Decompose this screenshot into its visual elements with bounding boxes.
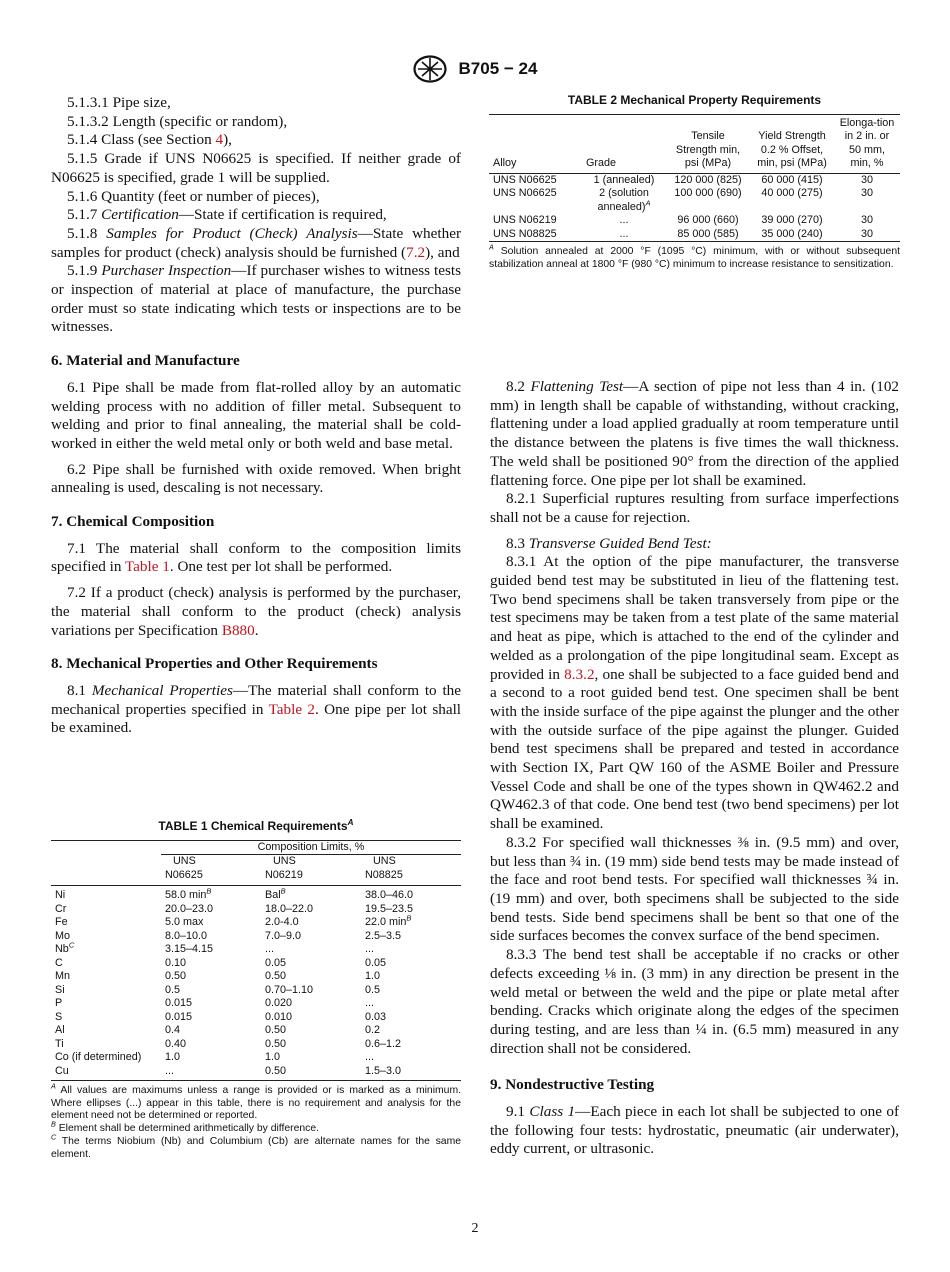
footnote-mark: C: [51, 1132, 57, 1142]
element-name: Mn: [55, 970, 70, 982]
cell-value: [161, 1038, 261, 1052]
cell-element: [51, 916, 161, 930]
value-text: 0.40: [165, 1037, 187, 1050]
footnote-mark: B: [406, 913, 412, 923]
cell-grade: ...: [582, 228, 666, 242]
cell-value: [261, 1011, 361, 1025]
designation: B705 − 24: [458, 59, 538, 78]
cell-grade: ...: [619, 214, 629, 226]
table-row: [51, 1038, 461, 1052]
cell-value: [361, 1011, 461, 1025]
cell-element: [51, 1051, 161, 1065]
para-8-3-1-end: , one shall be subjected to a face guided bend and a second to a root guided bend test. One specimen shall be bent with the inside surface of the pipe against the plunger and the other with the outside surface of the pipe against the plunger. Guided bend test specimens shall be prepared and tested in accordance with Section IX, Part QW 160 of the ASME Boiler and Pressure Vessel Code and shall be one of the types shown in QW462.2 and QW462.3 of that code. One bend test (two bend specimens) per lot shall be examined.: [490, 665, 899, 833]
header-blank: [51, 855, 161, 869]
col-alloy: Alloy: [489, 114, 582, 173]
cell-value: [261, 1051, 361, 1065]
value-text: 1.0: [265, 1051, 281, 1063]
item-5-1-3-2: 5.1.3.2 Length (specific or random),: [67, 112, 288, 130]
cell-value: [161, 984, 261, 998]
cell-value: [261, 943, 361, 957]
table-row: [51, 997, 461, 1011]
value-text: 0.020: [265, 997, 293, 1009]
value-text: 0.70–1.10: [265, 983, 314, 996]
footnote-text: The terms Niobium (Nb) and Columbium (Cb) are alternate names for the same element.: [51, 1135, 462, 1160]
element-name: Ti: [55, 1037, 64, 1050]
cell-value: [261, 957, 361, 971]
item-5-1-7-num: 5.1.7: [67, 206, 98, 224]
cell-elongation: 30: [860, 187, 873, 199]
cell-value: [361, 957, 461, 971]
footnote-text: Element shall be determined arithmetically by difference.: [58, 1123, 320, 1135]
element-name: Cu: [55, 1064, 69, 1077]
value-text: ...: [365, 997, 374, 1009]
para-9-1-title: Class 1: [529, 1103, 576, 1121]
section-6-heading: 6. Material and Manufacture: [51, 352, 240, 370]
cell-elongation: 30: [834, 228, 900, 242]
item-5-1-4-end: ),: [223, 131, 232, 149]
cell-element: [51, 1011, 161, 1025]
cell-element: [51, 903, 161, 917]
value-text: 0.05: [365, 956, 387, 969]
left-column: [51, 94, 461, 738]
table-row: [51, 943, 461, 957]
element-name: Nb: [55, 943, 69, 955]
table-2-footnote: [489, 242, 900, 271]
cell-value: [361, 984, 461, 998]
footnote-mark: A: [645, 197, 651, 207]
section-8-heading: 8. Mechanical Properties and Other Requirements: [51, 655, 378, 673]
footnote-a: [51, 1081, 461, 1123]
cell-value: [161, 886, 261, 903]
cell-element: [51, 1038, 161, 1052]
section-9-heading: 9. Nondestructive Testing: [490, 1076, 655, 1094]
cell-element: [51, 1024, 161, 1038]
table-1: [51, 817, 462, 1161]
para-8-1-title: Mechanical Properties: [91, 681, 233, 699]
cell-element: [51, 970, 161, 984]
item-5-1-8-text: —State whether samples for product (check) analysis should be furnished (: [51, 224, 462, 261]
col-grade: Grade: [582, 114, 666, 173]
cell-value: [261, 930, 361, 944]
para-6-1: 6.1 Pipe shall be made from flat-rolled alloy by an automatic welding process with no addition of filler metal. Subsequent to welding and prior to final annealing, the material shall be cold-worked in either the weld metal only or both weld and base metal.: [51, 378, 461, 452]
cell-value: [161, 1011, 261, 1025]
para-8-2-text: —A section of pipe not less than 4 in. (102 mm) in length shall be capable of withstanding, without cracking, flattening under a load applied gradually at room temperature until the distance between the platens is five times the wall thickness. The weld shall be positioned 90° from the direction of the applied flattening force. One pipe per lot shall be examined.: [490, 378, 900, 489]
cell-value: [361, 1051, 461, 1065]
cell-value: [161, 1024, 261, 1038]
cell-value: [361, 1038, 461, 1052]
value-text: 8.0–10.0: [165, 929, 208, 942]
table-2-grid: [489, 114, 900, 243]
footnote-mark: C: [68, 940, 75, 950]
item-5-1-8-title: Samples for Product (Check) Analysis: [106, 224, 358, 242]
value-text: 0.50: [165, 970, 187, 982]
page-header: [0, 55, 950, 83]
para-9-1-text: —Each piece in each lot shall be subjected to one of the following four tests: hydrostatic, pneumatic (air underwater), eddy current, or ultrasonic.: [490, 1103, 899, 1158]
value-text: 2.0-4.0: [265, 916, 299, 928]
para-8-1-end: . One pipe per lot shall be examined.: [51, 700, 462, 737]
value-text: 0.03: [365, 1010, 387, 1023]
footnote-text: All values are maximums unless a range is provided or is marked as a minimum. Where ellipses (...) appear in this table, there is no requirement and analysis for the element need not be determined or reported.: [51, 1085, 461, 1122]
para-8-2-title: Flattening Test: [530, 378, 624, 395]
element-name: Fe: [55, 916, 68, 928]
cell-element: [51, 1065, 161, 1081]
value-text: 1.0: [365, 970, 381, 982]
cell-value: [361, 1065, 461, 1081]
cell-value: [361, 930, 461, 944]
table-1-footnotes: [51, 1081, 462, 1161]
header-blank: [51, 840, 161, 855]
element-name: Si: [55, 983, 65, 996]
element-name: Mo: [55, 929, 70, 942]
value-text: 0.50: [265, 1064, 287, 1077]
page-number: 2: [471, 1221, 479, 1236]
element-name: Al: [55, 1024, 65, 1036]
value-text: ...: [265, 943, 274, 955]
item-5-1-9-text: —If purchaser wishes to witness tests or inspection of material at place of manufacture, the purchase order must so state indicating which tests or inspections are to be witnesses.: [51, 262, 462, 336]
table-row: [489, 173, 900, 187]
item-5-1-8-num: 5.1.8: [67, 224, 98, 242]
col-elongation: Elonga-tion in 2 in. or 50 mm, min, %: [834, 114, 900, 173]
cell-value: [161, 930, 261, 944]
value-text: 0.50: [265, 1037, 287, 1050]
element-name: C: [55, 956, 63, 969]
value-text: 0.015: [165, 1010, 193, 1023]
col-yield: Yield Strength 0.2 % Offset, min, psi (MPa): [750, 114, 834, 173]
cell-alloy: UNS N08825: [489, 228, 582, 242]
cell-element: [51, 886, 161, 903]
value-text: 0.5: [365, 983, 381, 996]
section-7-heading: 7. Chemical Composition: [51, 513, 215, 531]
cell-value: [261, 903, 361, 917]
para-7-1-end: . One test per lot shall be performed.: [169, 558, 393, 576]
table-row: [51, 1024, 461, 1038]
cell-value: [161, 943, 261, 957]
para-8-1-num: 8.1: [67, 681, 86, 699]
cell-element: [51, 930, 161, 944]
value-text: 20.0–23.0: [165, 902, 214, 915]
cell-value: [261, 886, 361, 903]
cell-value: [161, 970, 261, 984]
cell-value: [161, 957, 261, 971]
cell-yield: 60 000 (415): [761, 173, 823, 186]
footnote-b: [51, 1119, 461, 1136]
value-text: 2.5–3.5: [365, 929, 402, 942]
astm-logo-icon: [413, 55, 447, 83]
cell-value: [261, 1065, 361, 1081]
table-1-grid: [51, 840, 461, 1082]
cell-grade: [582, 187, 666, 214]
right-column: [490, 378, 899, 1159]
table-row: [51, 930, 461, 944]
cell-yield: 40 000 (275): [761, 187, 823, 199]
value-text: Bal: [265, 889, 281, 901]
value-text: 0.010: [265, 1010, 293, 1023]
cell-value: [361, 997, 461, 1011]
table-2: [489, 94, 900, 271]
para-8-1: [51, 682, 461, 738]
value-text: 0.50: [265, 970, 287, 982]
table-2-caption: TABLE 2 Mechanical Property Requirements: [567, 93, 822, 107]
composition-header: Composition Limits, %: [161, 840, 461, 855]
item-5-1-6: 5.1.6 Quantity (feet or number of pieces),: [67, 187, 320, 205]
para-8-3-title: Transverse Guided Bend Test:: [528, 534, 712, 552]
item-5-1-5: 5.1.5 Grade if UNS N06625 is specified. If neither grade of N06625 is specified, grade 1 will be supplied.: [51, 150, 461, 186]
col-n08825: N08825: [361, 869, 461, 886]
item-5-1-9-num: 5.1.9: [67, 262, 98, 280]
table-row: [51, 970, 461, 984]
para-8-2-1: 8.2.1 Superficial ruptures resulting from surface imperfections shall not be a cause for rejection.: [490, 490, 899, 526]
table-row: [51, 984, 461, 998]
para-7-1-text: 7.1 The material shall conform to the composition limits specified in: [51, 539, 461, 576]
cell-value: [161, 997, 261, 1011]
cell-value: [261, 984, 361, 998]
table-row: [51, 886, 461, 903]
value-text: 1.5–3.0: [365, 1064, 402, 1077]
value-text: ...: [165, 1064, 174, 1077]
cell-value: [261, 916, 361, 930]
value-text: 3.15–4.15: [165, 943, 214, 955]
cell-value: [261, 997, 361, 1011]
value-text: 38.0–46.0: [365, 889, 414, 901]
section-8-3-2-link[interactable]: 8.3.2: [564, 665, 595, 683]
table-row: [51, 1051, 461, 1065]
value-text: 0.4: [165, 1024, 181, 1036]
cell-element: [51, 984, 161, 998]
item-5-1-9-title: Purchaser Inspection: [101, 262, 232, 280]
item-5-1-4-text: 5.1.4 Class (see Section: [67, 131, 216, 149]
table-row: [489, 214, 900, 228]
cell-yield: 35 000 (240): [750, 228, 834, 242]
cell-value: [261, 1024, 361, 1038]
cell-grade: 1 (annealed): [593, 173, 655, 186]
item-5-1-7-text: —State if certification is required,: [178, 206, 387, 224]
col-uns: UNS: [273, 855, 296, 867]
footnote-mark: A: [347, 817, 354, 827]
value-text: 18.0–22.0: [265, 902, 314, 915]
cell-value: [161, 916, 261, 930]
cell-value: [161, 903, 261, 917]
item-5-1-4: [51, 131, 461, 150]
cell-tensile: 85 000 (585): [666, 228, 750, 242]
col-tensile: Tensile Strength min, psi (MPa): [666, 114, 750, 173]
cell-tensile: 96 000 (660): [677, 214, 739, 226]
element-name: Cr: [55, 902, 67, 915]
cell-alloy: UNS N06219: [493, 214, 557, 226]
item-5-1-8: [51, 225, 461, 262]
value-text: 0.5: [165, 983, 181, 996]
element-name: Co (if determined): [55, 1051, 142, 1063]
para-9-1: [490, 1103, 899, 1159]
value-text: ...: [365, 1051, 374, 1063]
element-name: P: [55, 997, 63, 1009]
cell-alloy: UNS N06625: [493, 187, 557, 199]
col-n06219: N06219: [261, 869, 361, 886]
table-row: [51, 1011, 461, 1025]
para-6-2: 6.2 Pipe shall be furnished with oxide removed. When bright annealing is used, descaling is not necessary.: [51, 460, 461, 497]
cell-value: [361, 943, 461, 957]
table-1-caption-text: TABLE 1 Chemical Requirements: [158, 819, 348, 833]
value-text: 0.6–1.2: [365, 1037, 402, 1050]
value-text: 7.0–9.0: [265, 929, 302, 942]
value-text: 0.2: [365, 1024, 381, 1036]
item-5-1-3-1: 5.1.3.1 Pipe size,: [67, 94, 171, 111]
table-row: [51, 1065, 461, 1081]
cell-grade-text: 2 (solution annealed): [597, 187, 649, 213]
cell-value: [161, 1051, 261, 1065]
value-text: 5.0 max: [165, 916, 204, 928]
para-8-3: [490, 535, 899, 554]
para-7-2-end: .: [254, 621, 259, 639]
cell-tensile: 100 000 (690): [674, 187, 742, 199]
cell-value: [361, 913, 461, 930]
item-5-1-9: [51, 262, 461, 337]
footnote-mark: B: [51, 1119, 56, 1129]
cell-element: [51, 940, 161, 957]
value-text: 58.0 min: [165, 889, 207, 901]
para-8-3-2: 8.3.2 For specified wall thicknesses ⅜ in. (9.5 mm) and over, but less than ¾ in. (19 mm) side bend tests may be made instead of the face and root bend tests. For specified wall thicknesses ¾ in. (19 mm) and over, both specimens shall be subjected to the side bend tests. Side bend specimens shall be bent so that one of the side surfaces becomes the convex surface of the bend specimen.: [490, 833, 899, 945]
element-name: S: [55, 1010, 63, 1023]
cell-yield: 39 000 (270): [761, 214, 823, 226]
table-row: [489, 187, 900, 214]
table-1-link[interactable]: Table 1: [124, 558, 170, 576]
footnote-mark: A: [489, 242, 494, 252]
value-text: 19.5–23.5: [365, 902, 414, 915]
value-text: 22.0 min: [365, 916, 407, 928]
footnote-c: [51, 1132, 462, 1161]
footnote-mark: B: [280, 886, 286, 896]
table-row: [489, 228, 900, 242]
para-8-3-num: 8.3: [506, 534, 525, 552]
value-text: 0.015: [165, 997, 193, 1009]
cell-value: [361, 886, 461, 903]
table-2-link[interactable]: Table 2: [268, 700, 315, 718]
section-4-link[interactable]: 4: [215, 131, 224, 149]
para-8-3-1-text: 8.3.1 At the option of the pipe manufacturer, the transverse guided bend test may be substituted in lieu of the flattening test. Two bend specimens shall be taken transversely from pipe or the test specimens may be taken from a test plate of the same material and heat as pipe, which is attached to the end of the cylinder and welded as a prolongation of the pipe longitudinal seam. Except as provided in: [490, 553, 899, 683]
para-7-2-text: 7.2 If a product (check) analysis is performed by the purchaser, the material shall conform to the product (check) analysis variations per Specification: [51, 584, 461, 639]
cell-value: [261, 1038, 361, 1052]
item-5-1-7: [51, 206, 461, 225]
para-7-2: [51, 584, 461, 640]
para-7-1: [51, 540, 461, 577]
item-5-1-7-title: Certification: [101, 206, 179, 224]
item-5-1-8-end: ), and: [425, 243, 460, 261]
b880-link[interactable]: B880: [221, 621, 255, 639]
cell-value: [161, 1065, 261, 1081]
para-8-1-text: —The material shall conform to the mechanical properties specified in: [51, 681, 462, 718]
value-text: 0.50: [265, 1024, 287, 1036]
footnote-mark: B: [206, 886, 212, 896]
para-8-2: [490, 378, 899, 490]
value-text: 0.05: [265, 956, 287, 969]
cell-alloy: UNS N06625: [493, 173, 557, 186]
table-row: [51, 957, 461, 971]
header-blank: [51, 869, 161, 886]
cell-elongation: 30: [860, 173, 873, 186]
cell-element: [51, 957, 161, 971]
table-row: [51, 916, 461, 930]
cell-element: [51, 997, 161, 1011]
value-text: ...: [365, 943, 374, 955]
para-8-3-3: 8.3.3 The bend test shall be acceptable if no cracks or other defects exceeding ⅛ in. (3 mm) in any direction be present in the weld metal or between the weld and the pipe or plate metal after bending. Cracks which originate along the edges of the specimen during testing, and are less than ¼ in. (6.5 mm) measured in any direction shall not be considered.: [490, 946, 899, 1057]
cell-value: [361, 970, 461, 984]
para-8-3-1: [490, 553, 899, 834]
table-row: [51, 903, 461, 917]
col-uns: UNS: [373, 855, 396, 867]
value-text: 0.10: [165, 956, 187, 969]
cell-tensile: 120 000 (825): [674, 173, 742, 186]
cell-elongation: 30: [860, 214, 873, 226]
footnote-mark: A: [51, 1081, 56, 1091]
value-text: 1.0: [165, 1051, 181, 1063]
para-9-1-num: 9.1: [506, 1103, 525, 1121]
col-uns: UNS: [173, 855, 196, 867]
cell-value: [261, 970, 361, 984]
section-7-2-link[interactable]: 7.2: [406, 243, 426, 261]
footnote-text: Solution annealed at 2000 °F (1095 °C) minimum, with or without subsequent stabilization anneal at 1800 °F (980 °C) minimum to increase resistance to sensitization.: [489, 246, 900, 270]
cell-value: [361, 1024, 461, 1038]
para-8-2-num: 8.2: [506, 378, 525, 395]
col-n06625: N06625: [161, 869, 261, 886]
element-name: Ni: [55, 889, 66, 901]
table-1-caption: [51, 817, 461, 834]
